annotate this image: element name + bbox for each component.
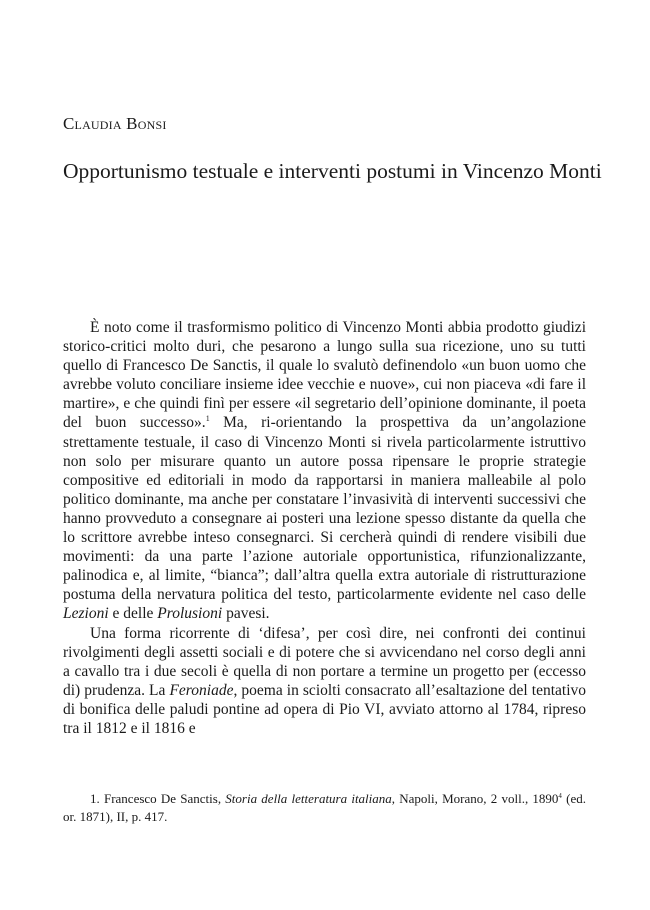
chapter-title: Opportunismo testuale e interventi postumi in Vincenzo Monti — [63, 159, 602, 183]
footnote-ref: 4 — [558, 792, 562, 800]
text-run: e delle — [108, 605, 158, 623]
italic-title: Feroniade — [169, 681, 234, 699]
italic-title: Lezioni — [63, 605, 109, 623]
italic-title: Storia della letteratura italiana — [225, 791, 392, 806]
text-run: Una forma ricorrente di ‘difesa’, per così dire, nei confronti dei continui rivolgimenti degli assetti sociali e di potere che si avvicendano nel corso degli anni a cavallo tra i due secoli è quella di non portare a termine un progetto per (eccesso di) prudenza. La — [63, 624, 586, 699]
author-name: Claudia Bonsi — [63, 114, 167, 133]
text-run: Ma, ri-orientando la prospettiva da un’angolazione strettamente testuale, il caso di Vincenzo Monti si rivela particolarmente istruttivo non solo per misurare quanto un autore possa ripensare le proprie strategie compositive ed editoriali in modo da rapportarsi in maniera malleabile al polo politico dominante, ma anche per constatare l’invasività di interventi successivi che hanno provveduto a consegnare ai posteri una lezione spesso distante da quella che lo scrittore avrebbe inteso consegnarci. Si cercherà quindi di rendere visibili due movimenti: da una parte l’azione autoriale opportunistica, rifunzionalizzante, palinodica e, al limite, “bianca”; dall’altra quella extra autoriale di ristrutturazione postuma della nervatura politica del testo, particolarmente evidente nel caso delle — [63, 414, 587, 604]
footnote-ref: 1 — [205, 414, 210, 424]
text-run: (ed. or. 1871), II, p. 417. — [63, 791, 586, 824]
paragraph — [63, 318, 586, 624]
body-text — [63, 318, 586, 738]
paragraph — [63, 624, 586, 739]
text-run: , poema in sciolti consacrato all’esaltazione del tentativo di bonifica delle paludi pontine ad opera di Pio VI, avviato attorno al 1784, ripreso tra il 1812 e il 1816 e — [63, 681, 587, 737]
text-run: È noto come il trasformismo politico di Vincenzo Monti abbia prodotto giudizi storico-critici molto duri, che pesarono a lungo sulla sua ricezione, uno su tutti quello di Francesco De Sanctis, il quale lo svalutò definendolo «un buon uomo che avrebbe voluto conciliare insieme idee vecchie e nuove», cui non piaceva «di fare il martire», e che quindi finì per essere «il segretario dell’opinione dominante, il poeta del buon successo». — [63, 319, 586, 432]
footnote — [63, 790, 586, 826]
text-run: pavesi. — [222, 605, 270, 623]
text-run: 1. Francesco De Sanctis, — [90, 791, 226, 806]
text-run: , Napoli, Morano, 2 voll., 1890 — [391, 791, 559, 806]
footnote-1 — [63, 790, 586, 826]
italic-title: Prolusioni — [157, 605, 223, 623]
